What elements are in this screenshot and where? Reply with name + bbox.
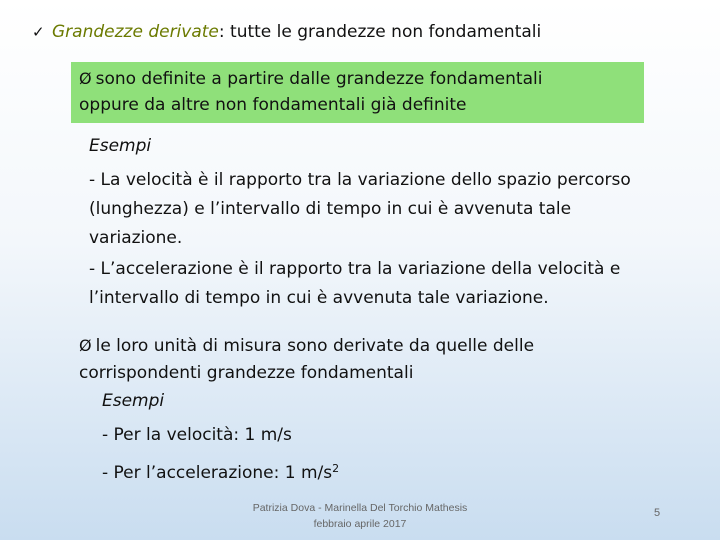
definition-box bbox=[71, 62, 644, 123]
heading-term: Grandezze derivate bbox=[52, 22, 219, 42]
footer-authors: Patrizia Dova - Marinella Del Torchio Mathesis bbox=[252, 502, 468, 514]
exponent: 2 bbox=[332, 462, 340, 475]
arrow-bullet-icon: Ø bbox=[79, 336, 92, 355]
footer bbox=[235, 500, 485, 532]
slide-heading bbox=[32, 18, 542, 47]
example-velocity-line-3: variazione. bbox=[89, 228, 183, 248]
definition-line-2: oppure da altre non fondamentali già definite bbox=[79, 95, 467, 115]
example-acceleration-line-2: l’intervallo di tempo in cui è avvenuta tale variazione. bbox=[89, 288, 549, 308]
example-velocity-line-1: - La velocità è il rapporto tra la variazione dello spazio percorso bbox=[89, 170, 631, 190]
footer-date: febbraio aprile 2017 bbox=[313, 518, 407, 530]
checkmark-icon: ✓ bbox=[32, 23, 45, 41]
unit-example-acceleration bbox=[102, 454, 339, 488]
units-line-1 bbox=[79, 331, 534, 361]
arrow-bullet-icon: Ø bbox=[79, 69, 92, 88]
definition-text-1: sono definite a partire dalle grandezze fondamentali bbox=[95, 69, 543, 89]
units-line-2: corrispondenti grandezze fondamentali bbox=[79, 363, 414, 383]
definition-line-1 bbox=[79, 64, 542, 94]
page-number: 5 bbox=[654, 507, 661, 519]
examples-label-1: Esempi bbox=[89, 136, 152, 156]
unit-example-acceleration-text: - Per l’accelerazione: 1 m/s bbox=[102, 463, 333, 483]
units-text-1: le loro unità di misura sono derivate da quelle delle bbox=[95, 336, 535, 356]
examples-label-2: Esempi bbox=[102, 391, 165, 411]
heading-rest: : tutte le grandezze non fondamentali bbox=[218, 22, 542, 42]
unit-example-velocity: - Per la velocità: 1 m/s bbox=[102, 425, 292, 445]
example-velocity-line-2: (lunghezza) e l’intervallo di tempo in cui è avvenuta tale bbox=[89, 199, 572, 219]
example-acceleration-line-1: - L’accelerazione è il rapporto tra la variazione della velocità e bbox=[89, 259, 621, 279]
